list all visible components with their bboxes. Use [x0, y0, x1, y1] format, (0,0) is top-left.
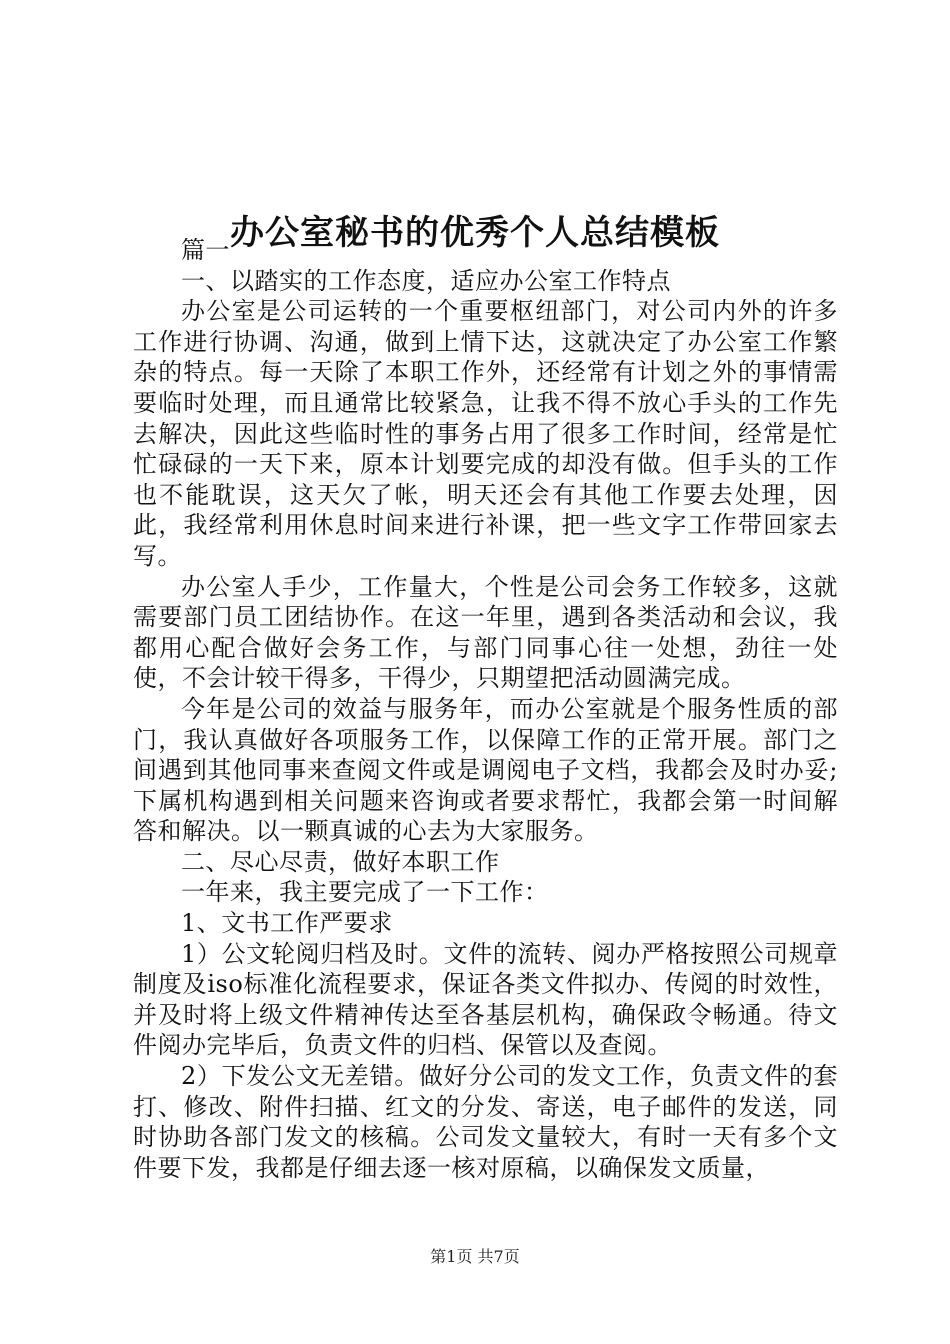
document-body: [133, 235, 838, 1183]
section-heading-1: 一、以踏实的工作态度，适应办公室工作特点: [181, 266, 671, 295]
section-heading-2: 二、尽心尽责，做好本职工作: [181, 847, 500, 876]
body-paragraph: 今年是公司的效益与服务年，而办公室就是个服务性质的部门，我认真做好各项服务工作，以保障工作的正常开展。部门之间遇到其他同事来查阅文件或是调阅电子文档，我都会及时办妥;下属机构遇到相关问题来咨询或者要求帮忙，我都会第一时间解答和解决。以一颗真诚的心去为大家服务。: [133, 694, 838, 846]
document-title: 办公室秘书的优秀个人总结模板: [230, 212, 720, 253]
body-paragraph: 办公室是公司运转的一个重要枢纽部门，对公司内外的许多工作进行协调、沟通，做到上情下达，这就决定了办公室工作繁杂的特点。每一天除了本职工作外，还经常有计划之外的事情需要临时处理，而且通常比较紧急，让我不得不放心手头的工作先去解决，因此这些临时性的事务占用了很多工作时间，经常是忙忙碌碌的一天下来，原本计划要完成的却没有做。但手头的工作也不能耽误，这天欠了帐，明天还会有其他工作要去处理，因此，我经常利用休息时间来进行补课，把一些文字工作带回家去写。: [133, 297, 838, 570]
section-label: 篇一: [181, 236, 230, 264]
list-item-paragraph: 2）下发公文无差错。做好分公司的发文工作，负责文件的套打、修改、附件扫描、红文的分发、寄送，电子邮件的发送，同时协助各部门发文的核稿。公司发文量较大，有时一天有多个文件要下发，我都是仔细去逐一核对原稿，以确保发文质量，: [133, 1062, 838, 1182]
body-paragraph: 办公室人手少，工作量大，个性是公司会务工作较多，这就需要部门员工团结协作。在这一年里，遇到各类活动和会议，我都用心配合做好会务工作，与部门同事心往一处想，劲往一处使，不会计较干得多，干得少，只期望把活动圆满完成。: [133, 572, 838, 693]
page-number-footer: 第1页 共7页: [430, 1247, 520, 1266]
body-paragraph: 一年来，我主要完成了一下工作：: [181, 878, 549, 907]
subsection-heading: 1、文书工作严要求: [181, 909, 393, 938]
list-item-paragraph: 1）公文轮阅归档及时。文件的流转、阅办严格按照公司规章制度及iso标准化流程要求，保证各类文件拟办、传阅的时效性，并及时将上级文件精神传达至各基层机构，确保政令畅通。待文件阅办完毕后，负责文件的归档、保管以及查阅。: [133, 939, 838, 1060]
